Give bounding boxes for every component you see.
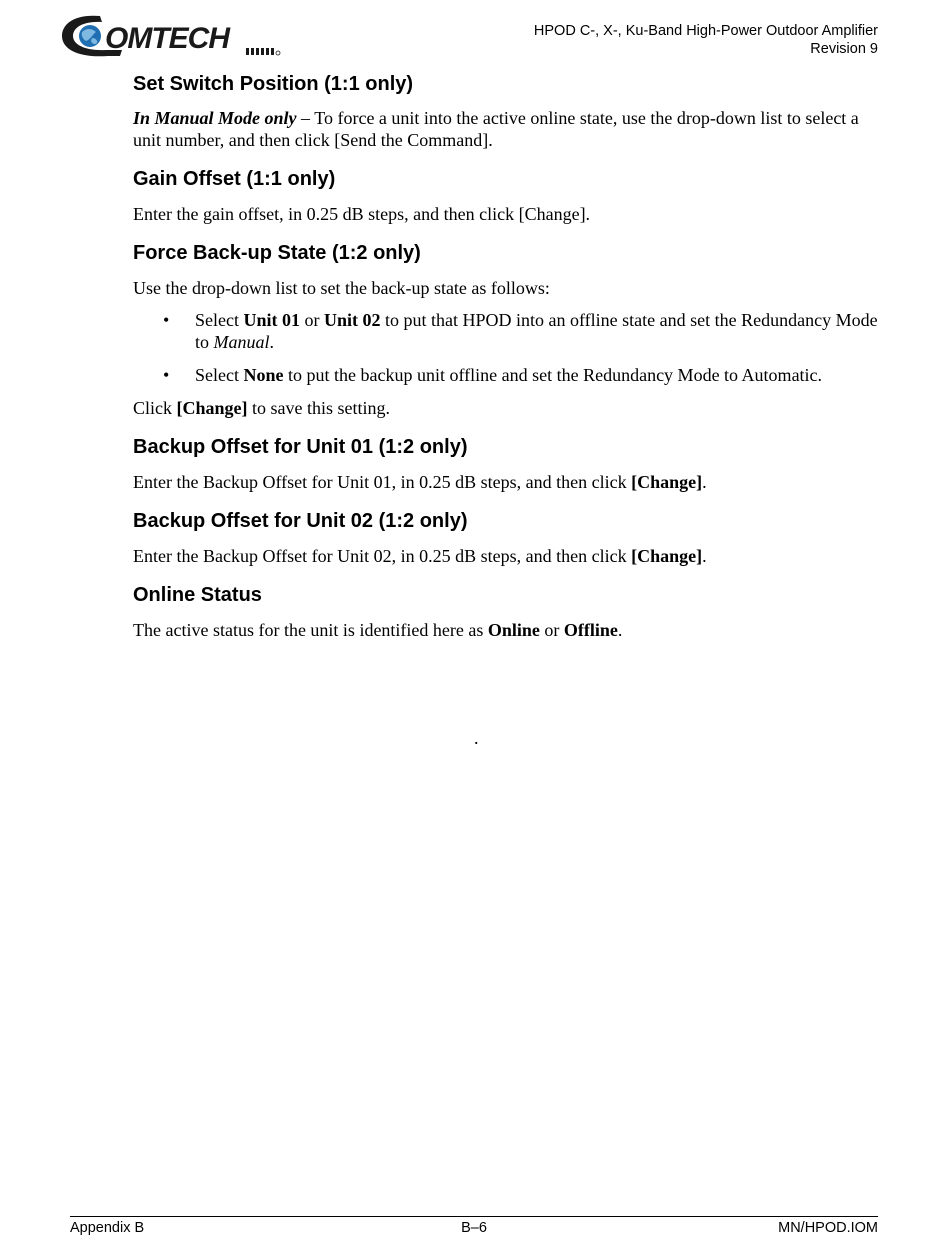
main-content (133, 70, 878, 641)
online-term: Online (487, 620, 540, 640)
heading-backup-offset-unit-01: Backup Offset for Unit 01 (1:2 only) (133, 436, 468, 458)
heading-set-switch-position: Set Switch Position (1:1 only) (133, 73, 414, 95)
manual-term: Manual (213, 332, 270, 352)
paragraph-force-intro: Use the drop-down list to set the back-up state as follows: (133, 278, 550, 298)
heading-force-backup-state: Force Back-up State (1:2 only) (133, 242, 421, 264)
unit-01-term: Unit 01 (243, 310, 300, 330)
footer-rule (70, 1216, 878, 1217)
paragraph-gain-offset: Enter the gain offset, in 0.25 dB steps, and then click [Change]. (133, 204, 591, 224)
bullet: • (163, 365, 170, 385)
stray-period: . (474, 728, 479, 748)
revision-label: Revision 9 (810, 41, 878, 57)
change-term: [Change] (631, 546, 703, 566)
manual-mode-lead: In Manual Mode only (133, 108, 297, 128)
page-footer (70, 1219, 878, 1239)
comtech-logo (60, 10, 285, 60)
change-term: [Change] (631, 472, 703, 492)
page-number: B–6 (461, 1220, 487, 1236)
footer-appendix: Appendix B (70, 1220, 145, 1236)
list-item: • Select None to put the backup unit offline and set the Redundancy Mode to Automatic. (163, 365, 823, 385)
document-id: MN/HPOD.IOM (778, 1220, 878, 1236)
paragraph-click-change: Click [Change] to save this setting. (133, 398, 390, 418)
heading-gain-offset: Gain Offset (1:1 only) (133, 168, 336, 190)
bullet: • (163, 310, 170, 330)
paragraph-backup-offset-unit-01: Enter the Backup Offset for Unit 01, in 0.25 dB steps, and then click [Change]. (133, 472, 707, 492)
heading-backup-offset-unit-02: Backup Offset for Unit 02 (1:2 only) (133, 510, 468, 532)
heading-online-status: Online Status (133, 584, 262, 606)
paragraph-set-switch-position (133, 107, 878, 151)
list-item: • Select Unit 01 or Unit 02 to put that HPOD into an offline state and set the Redundancy Mode to Manual. (163, 310, 878, 352)
backup-state-list (133, 309, 878, 386)
running-header (534, 22, 878, 58)
document-title: HPOD C-, X-, Ku-Band High-Power Outdoor Amplifier (533, 23, 878, 39)
offline-term: Offline (563, 620, 618, 640)
paragraph-backup-offset-unit-02: Enter the Backup Offset for Unit 02, in 0.25 dB steps, and then click [Change]. (133, 546, 707, 566)
unit-02-term: Unit 02 (324, 310, 381, 330)
svg-text:OMTECH: OMTECH (105, 22, 229, 55)
change-term: [Change] (176, 398, 248, 418)
none-term: None (243, 365, 284, 385)
paragraph-online-status: The active status for the unit is identified here as Online or Offline. (133, 620, 623, 640)
switch-text: – To force a unit into the active online state, use the drop-down list to select a unit number, and then click [Send the Command]. (133, 108, 859, 150)
